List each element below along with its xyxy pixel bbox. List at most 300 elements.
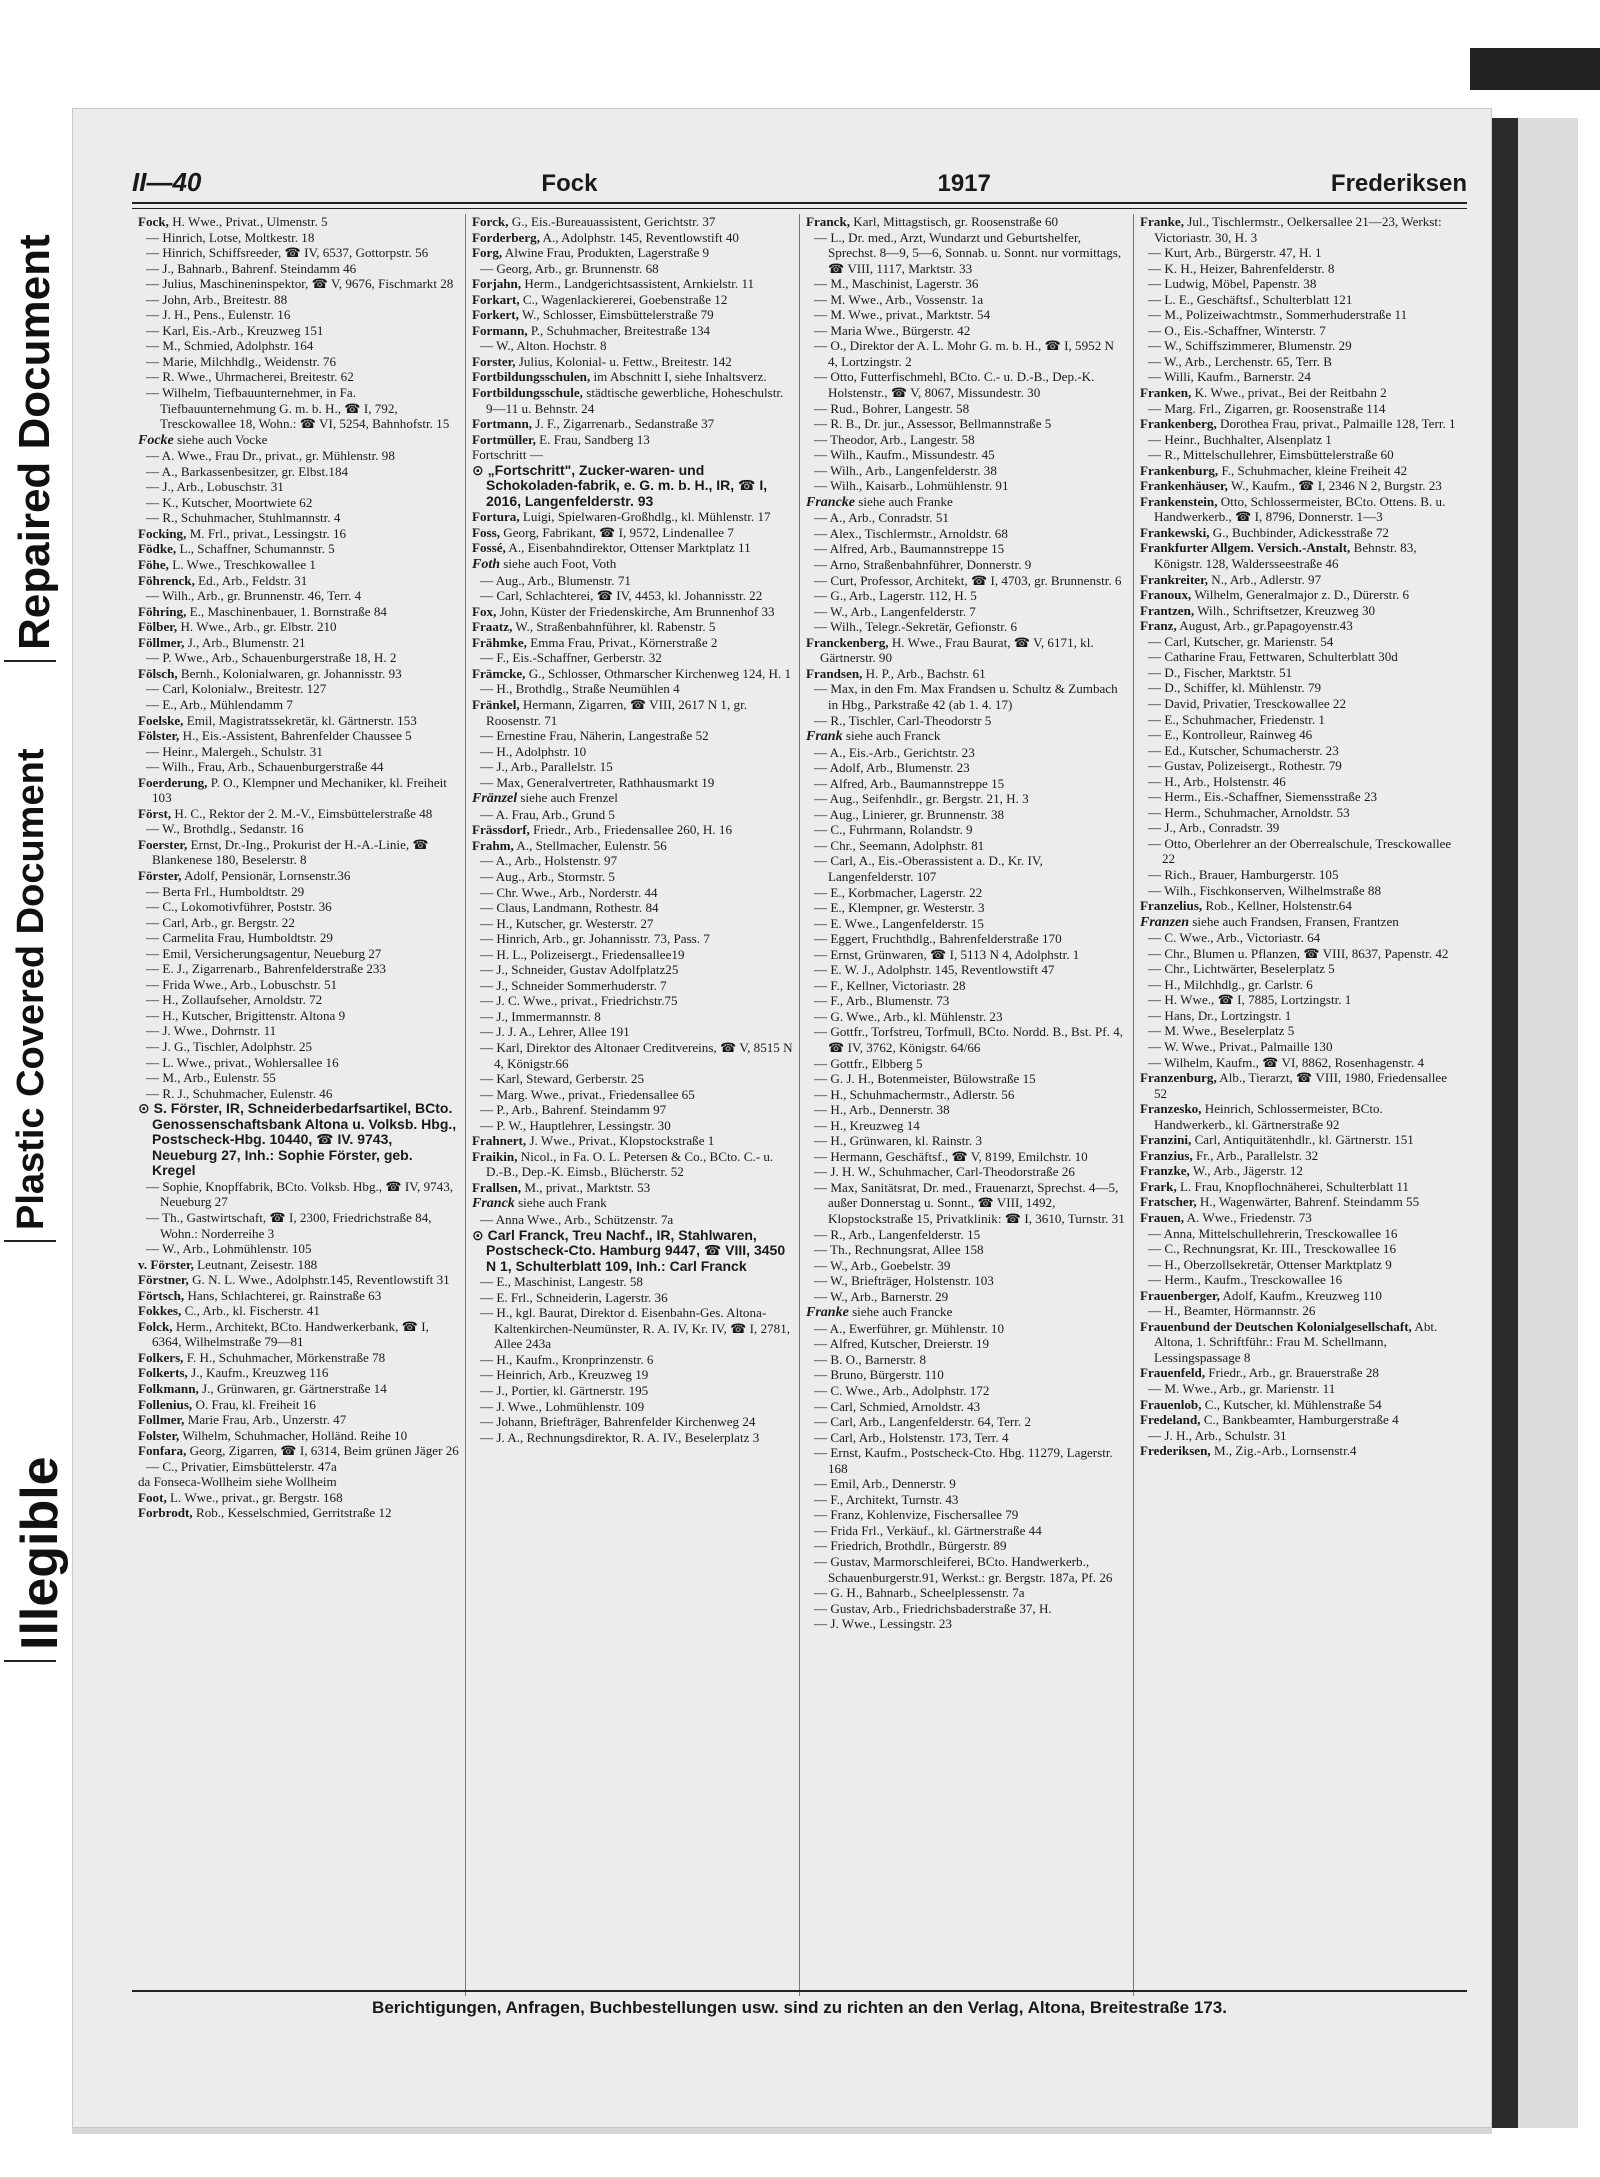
directory-entry: Forck, G., Eis.-Bureauassistent, Gerichtstr. 37 (472, 214, 716, 229)
directory-entry: — R. Wwe., Uhrmacherei, Breitestr. 62 (146, 369, 354, 385)
directory-entry: — H., kgl. Baurat, Direktor d. Eisenbahn-Ges. Altona-Kaltenkirchen-Neumünster, R. A. IV, Kr. IV, ☎ I, 2781, Allee 243a (480, 1305, 791, 1352)
directory-entry: — L. Wwe., privat., Wohlersallee 16 (146, 1054, 339, 1070)
directory-entry: — J., Bahnarb., Bahrenf. Steindamm 46 (146, 260, 357, 276)
directory-entry: — J. H., Arb., Schulstr. 31 (1148, 1427, 1287, 1443)
directory-entry: Frähmke, Emma Frau, Privat., Körnerstraße 2 (472, 634, 718, 650)
directory-entry: — W., Brothdlg., Sedanstr. 16 (146, 821, 304, 837)
directory-entry: Frederiksen, M., Zig.-Arb., Lornsenstr.4 (1140, 1443, 1357, 1459)
directory-entry: Förstner, G. N. L. Wwe., Adolphstr.145, Reventlowstift 31 (138, 1272, 450, 1288)
directory-entry: — Aug., Arb., Stormstr. 5 (480, 868, 615, 884)
directory-entry: Förtsch, Hans, Schlachterei, gr. Rainstraße 63 (138, 1287, 382, 1303)
directory-entry: — Theodor, Arb., Langestr. 58 (814, 431, 975, 447)
directory-entry: — H., Zollaufseher, Arnoldstr. 72 (146, 992, 323, 1008)
directory-entry: — Herm., Schuhmacher, Arnoldstr. 53 (1148, 804, 1350, 820)
directory-entry: — Karl, Steward, Gerberstr. 25 (480, 1071, 644, 1087)
directory-entry: Franzelius, Rob., Kellner, Holstenstr.64 (1140, 898, 1352, 914)
directory-entry: — A., Arb., Conradstr. 51 (814, 510, 949, 526)
directory-entry: ⊙ „Fortschritt", Zucker-waren- und Schokoladen-fabrik, e. G. m. b. H., IR, ☎ I, 2016, Langenfelderstr. 93 (472, 461, 768, 509)
directory-entry: — Herm., Kaufm., Tresckowallee 16 (1148, 1272, 1343, 1288)
directory-entry: Frankenstein, Otto, Schlossermeister, BCto. Ottens. B. u. Handwerkerb., ☎ I, 8796, Donnerstr. 1—3 (1140, 493, 1446, 525)
directory-entry: Folster, Wilhelm, Schuhmacher, Holländ. Reihe 10 (138, 1427, 408, 1443)
directory-entry: — Alfred, Arb., Baumannstreppe 15 (814, 541, 1005, 557)
directory-entry: Fratscher, H., Wagenwärter, Bahrenf. Steindamm 55 (1140, 1194, 1420, 1210)
side-label-strip (0, 0, 69, 2177)
directory-entry: — M. Wwe., Arb., gr. Marienstr. 11 (1148, 1381, 1336, 1397)
directory-entry: Fox, John, Küster der Friedenskirche, Am Brunnenhof 33 (472, 603, 775, 619)
directory-entry: — O., Eis.-Schaffner, Winterstr. 7 (1148, 322, 1326, 338)
directory-entry: — E. J., Zigarrenarb., Bahrenfelderstraße 233 (146, 961, 386, 977)
directory-entry: — Wilhelm, Kaufm., ☎ VI, 8862, Rosenhagenstr. 4 (1148, 1054, 1425, 1070)
directory-entry: — Wilh., Fischkonserven, Wilhelmstraße 88 (1148, 882, 1382, 898)
directory-entry: Frahm, A., Stellmacher, Eulenstr. 56 (472, 837, 667, 853)
directory-entry: Franke siehe auch Francke (806, 1304, 953, 1321)
directory-entry: Fokkes, C., Arb., kl. Fischerstr. 41 (138, 1303, 320, 1319)
next-page-edge (1518, 118, 1578, 2128)
directory-entry: — Georg, Arb., gr. Brunnenstr. 68 (480, 260, 659, 276)
directory-entry: — Johann, Briefträger, Bahrenfelder Kirchenweg 24 (480, 1414, 756, 1430)
directory-entry: Folkmann, J., Grünwaren, gr. Gärtnerstraße 14 (138, 1381, 387, 1397)
directory-entry: Frallsen, M., privat., Marktstr. 53 (472, 1179, 651, 1195)
directory-entry: Franoux, Wilhelm, Generalmajor z. D., Dürerstr. 6 (1140, 587, 1410, 603)
directory-entry: — Aug., Arb., Blumenstr. 71 (480, 572, 631, 588)
directory-entry: Franzke, W., Arb., Jägerstr. 12 (1140, 1163, 1303, 1179)
directory-entry: — Wilh., Arb., Langenfelderstr. 38 (814, 462, 997, 478)
directory-entry: Först, H. C., Rektor der 2. M.-V., Eimsbüttelerstraße 48 (138, 805, 433, 821)
directory-entry: — Marie, Milchhdlg., Weidenstr. 76 (146, 353, 336, 369)
directory-entry: — R. J., Schuhmacher, Eulenstr. 46 (146, 1085, 333, 1101)
directory-entry: — M., Arb., Eulenstr. 55 (146, 1070, 276, 1086)
directory-entry: — J. H., Pens., Eulenstr. 16 (146, 307, 291, 323)
directory-entry: Franzenburg, Alb., Tierarzt, ☎ VIII, 1980, Friedensallee 52 (1140, 1070, 1448, 1101)
directory-entry: — Otto, Oberlehrer an der Oberrealschule, Tresckowallee 22 (1148, 835, 1452, 867)
directory-entry: — Alfred, Kutscher, Dreierstr. 19 (814, 1336, 990, 1352)
directory-entry: Foerster, Ernst, Dr.-Ing., Prokurist der H.-A.-Linie, ☎ Blankenese 180, Beselerstr. 8 (138, 836, 429, 868)
directory-entry: — Chr., Blumen u. Pflanzen, ☎ VIII, 8637, Papenstr. 42 (1148, 945, 1449, 961)
directory-entry: — Ludwig, Möbel, Papenstr. 38 (1148, 276, 1317, 292)
directory-entry: — A. Frau, Arb., Grund 5 (480, 806, 615, 822)
directory-entry: Franzini, Carl, Antiquitätenhdlr., kl. Gärtnerstr. 151 (1140, 1132, 1414, 1148)
directory-entry: — M. Wwe., Beselerplatz 5 (1148, 1023, 1295, 1039)
directory-entry: — J. Wwe., Lohmühlenstr. 109 (480, 1398, 645, 1414)
directory-entry: — G., Arb., Lagerstr. 112, H. 5 (814, 588, 977, 604)
directory-entry: Foot, L. Wwe., privat., gr. Bergstr. 168 (138, 1489, 343, 1505)
directory-entry: Formann, P., Schuhmacher, Breitestraße 134 (472, 322, 711, 338)
directory-entry: Franck siehe auch Frank (472, 1195, 607, 1212)
directory-entry: — W., Briefträger, Holstenstr. 103 (814, 1273, 994, 1289)
directory-entry: Frandsen, H. P., Arb., Bachstr. 61 (806, 665, 986, 681)
directory-entry: — H., Arb., Dennerstr. 38 (814, 1102, 950, 1118)
directory-entry: — Aug., Seifenhdlr., gr. Bergstr. 21, H. 3 (814, 791, 1029, 807)
directory-entry: Francke siehe auch Franke (806, 493, 953, 510)
directory-entry: Fossé, A., Eisenbahndirektor, Ottenser Marktplatz 11 (472, 540, 751, 556)
directory-entry: — F., Kellner, Victoriastr. 28 (814, 977, 966, 993)
directory-entry: Föhring, E., Maschinenbauer, 1. Bornstraße 84 (138, 603, 387, 619)
directory-entry: — Emil, Versicherungsagentur, Neueburg 27 (146, 945, 382, 961)
directory-entry: — H. Wwe., ☎ I, 7885, Lortzingstr. 1 (1148, 992, 1352, 1008)
directory-entry: — R., Tischler, Carl-Theodorstr 5 (814, 712, 992, 728)
directory-entry: — Julius, Maschineninspektor, ☎ V, 9676, Fischmarkt 28 (146, 276, 454, 292)
directory-entry: Franzius, Fr., Arb., Parallelstr. 32 (1140, 1147, 1319, 1163)
directory-entry: — P., Arb., Bahrenf. Steindamm 97 (480, 1102, 667, 1118)
directory-entry: Frauen, A. Wwe., Friedenstr. 73 (1140, 1210, 1312, 1225)
directory-entry: — Gustav, Arb., Friedrichsbaderstraße 37, H. (814, 1600, 1052, 1616)
directory-entry: — A., Arb., Holstenstr. 97 (480, 853, 618, 869)
directory-entry: — Carl, Schmied, Arnoldstr. 43 (814, 1398, 981, 1414)
directory-entry: Folkerts, J., Kaufm., Kreuzweg 116 (138, 1365, 329, 1381)
header-first-entry: Fock (541, 170, 598, 197)
directory-entry: — Chr., Lichtwärter, Beselerplatz 5 (1148, 961, 1335, 977)
directory-entry: — W., Alton. Hochstr. 8 (480, 338, 607, 354)
directory-entry: — J. H. W., Schuhmacher, Carl-Theodorstraße 26 (814, 1164, 1075, 1180)
directory-entry: Fredeland, C., Bankbeamter, Hamburgerstraße 4 (1140, 1412, 1399, 1428)
directory-entry: — R. B., Dr. jur., Assessor, Bellmannstraße 5 (814, 416, 1052, 432)
directory-entry: — M., Schmied, Adolphstr. 164 (146, 338, 314, 354)
directory-entry: Fortbildungsschulen, im Abschnitt I, siehe Inhaltsverz. (472, 369, 767, 385)
directory-entry: Frankenburg, F., Schuhmacher, kleine Freiheit 42 (1140, 462, 1408, 478)
directory-entry: Foelske, Emil, Magistratssekretär, kl. Gärtnerstr. 153 (138, 712, 417, 728)
directory-entry: — Eggert, Fruchthdlg., Bahrenfelderstraße 170 (814, 931, 1062, 947)
directory-entry: Födke, L., Schaffner, Schumannstr. 5 (138, 541, 335, 557)
directory-entry: — Chr. Wwe., Arb., Norderstr. 44 (480, 884, 658, 900)
directory-entry: — Karl, Eis.-Arb., Kreuzweg 151 (146, 322, 324, 338)
directory-entry: — Bruno, Bürgerstr. 110 (814, 1367, 944, 1383)
directory-entry: — R., Mittelschullehrer, Eimsbüttelerstraße 60 (1148, 447, 1394, 463)
directory-entry: — E., Klempner, gr. Westerstr. 3 (814, 900, 985, 916)
directory-entry: — A., Barkassenbesitzer, gr. Elbst.184 (146, 463, 349, 479)
directory-columns (132, 214, 1467, 1996)
directory-entry: Folkers, F. H., Schuhmacher, Mörkenstraße 78 (138, 1349, 386, 1365)
directory-entry: — Rud., Bohrer, Langestr. 58 (814, 400, 970, 416)
directory-entry: — H. L., Polizeisergt., Friedensallee19 (480, 946, 685, 962)
directory-entry: Franke, Jul., Tischlermstr., Oelkersallee 21—23, Werkst: Victoriastr. 30, H. 3 (1140, 214, 1442, 245)
directory-entry: Franckenberg, H. Wwe., Frau Baurat, ☎ V, 6171, kl. Gärtnerstr. 90 (806, 634, 1094, 666)
directory-entry: ⊙ S. Förster, IR, Schneiderbedarfsartikel, BCto. Genossenschaftsbank Altona u. Volksb. Hbg., Postscheck-Hbg. 10440, ☎ IV. 9743, Neueburg 27, Inh.: Sophie Förster, geb. Kregel (138, 1100, 457, 1179)
directory-entry: — J., Immermannstr. 8 (480, 1008, 601, 1024)
directory-entry: — F., Arb., Blumenstr. 73 (814, 993, 950, 1009)
directory-entry: — G. Wwe., Arb., kl. Mühlenstr. 23 (814, 1008, 1003, 1024)
directory-entry: — Hinrich, Schiffsreeder, ☎ IV, 6537, Gottorpstr. 56 (146, 245, 429, 261)
directory-entry: — Otto, Futterfischmehl, BCto. C.- u. D.-B., Dep.-K. Holstenstr., ☎ V, 8067, Missundestr. 30 (814, 369, 1095, 401)
directory-entry: — Arno, Straßenbahnführer, Donnerstr. 9 (814, 557, 1032, 573)
directory-entry: Fraatz, W., Straßenbahnführer, kl. Rabenstr. 5 (472, 619, 716, 635)
directory-entry: — C., Lokomotivführer, Poststr. 36 (146, 899, 332, 915)
directory-entry: Fortbildungsschule, städtische gewerbliche, Hoheschulstr. 9—11 u. Behnstr. 24 (472, 385, 784, 416)
directory-entry: Frankreiter, N., Arb., Adlerstr. 97 (1140, 571, 1322, 587)
directory-entry: — H., Brothdlg., Straße Neumühlen 4 (480, 681, 680, 697)
directory-entry: Franz, August, Arb., gr.Papagoyenstr.43 (1140, 618, 1353, 634)
directory-entry: — K. H., Heizer, Bahrenfelderstr. 8 (1148, 260, 1335, 276)
directory-entry: — Gustav, Polizeisergt., Rothestr. 79 (1148, 758, 1342, 774)
directory-entry: Frahnert, J. Wwe., Privat., Klopstockstraße 1 (472, 1133, 715, 1149)
directory-entry: — Catharine Frau, Fettwaren, Schulterblatt 30d (1148, 649, 1398, 665)
directory-entry: Forjahn, Herm., Landgerichtsassistent, Arnkielstr. 11 (472, 276, 755, 292)
directory-entry: — Franz, Kohlenvize, Fischersallee 79 (814, 1507, 1019, 1523)
directory-entry: — M., Maschinist, Lagerstr. 36 (814, 276, 979, 292)
directory-entry: — Gottfr., Torfstreu, Torfmull, BCto. Nordd. B., Bst. Pf. 4, ☎ IV, 3762, Königstr. 64/66 (814, 1024, 1124, 1055)
directory-entry: — Heinr., Buchhalter, Alsenplatz 1 (1148, 431, 1332, 447)
directory-entry: — Ernst, Kaufm., Postscheck-Cto. Hbg. 11279, Lagerstr. 168 (814, 1445, 1113, 1476)
directory-entry: — W., Arb., Lerchenstr. 65, Terr. B (1148, 353, 1332, 369)
directory-entry: — E., Arb., Mühlendamm 7 (146, 696, 293, 712)
directory-entry: — W., Arb., Barnerstr. 29 (814, 1288, 949, 1304)
column-1 (132, 214, 466, 1996)
directory-entry: — Ernst, Grünwaren, ☎ I, 5113 N 4, Adolphstr. 1 (814, 946, 1080, 962)
directory-entry: — J. Wwe., Lessingstr. 23 (814, 1616, 952, 1632)
divider (4, 1240, 56, 1242)
directory-entry: — Maria Wwe., Bürgerstr. 42 (814, 322, 971, 338)
directory-entry: — H., Kutscher, gr. Westerstr. 27 (480, 915, 654, 931)
directory-entry: Focke siehe auch Vocke (138, 431, 268, 448)
directory-entry: — Carl, A., Eis.-Oberassistent a. D., Kr. IV, Langenfelderstr. 107 (814, 853, 1043, 884)
divider (4, 660, 56, 662)
directory-entry: Foth siehe auch Foot, Voth (472, 556, 617, 573)
directory-entry: — E., Schuhmacher, Friedenstr. 1 (1148, 711, 1325, 727)
directory-entry: — W., Schiffszimmerer, Blumenstr. 29 (1148, 338, 1352, 354)
column-3 (800, 214, 1134, 1996)
directory-entry: — Alfred, Arb., Baumannstreppe 15 (814, 775, 1005, 791)
label-repaired-document: Repaired Document (10, 234, 59, 650)
directory-entry: — Th., Gastwirtschaft, ☎ I, 2300, Friedrichstraße 84, Wohn.: Norderreihe 3 (146, 1210, 432, 1241)
directory-entry: — Aug., Linierer, gr. Brunnenstr. 38 (814, 806, 1005, 822)
directory-entry: — Marg. Wwe., privat., Friedensallee 65 (480, 1086, 695, 1102)
directory-entry: Frankewski, G., Buchbinder, Adickesstraße 72 (1140, 524, 1389, 540)
directory-entry: — Anna Wwe., Arb., Schützenstr. 7a (480, 1212, 674, 1227)
directory-entry: Frauenbund der Deutschen Kolonialgesellschaft, Abt. Altona, 1. Schriftführ.: Frau M. Schellmann, Lessingspassage 8 (1140, 1318, 1438, 1365)
directory-entry: — R., Schuhmacher, Stuhlmannstr. 4 (146, 510, 341, 526)
directory-entry: Fonfara, Georg, Zigarren, ☎ I, 6314, Beim grünen Jäger 26 (138, 1443, 459, 1459)
directory-entry: — Wilh., Frau, Arb., Schauenburgerstraße 44 (146, 759, 384, 775)
directory-entry: — Hermann, Geschäftsf., ☎ V, 8199, Emilchstr. 10 (814, 1148, 1088, 1164)
directory-entry: — H., Schuhmachermstr., Adlerstr. 56 (814, 1086, 1015, 1102)
directory-entry: — Wilhelm, Tiefbauunternehmer, in Fa. Tiefbauunternehmung G. m. b. H., ☎ I, 792, Tresckowallee 18, Wohn.: ☎ VI, 5254, Bahnhofstr. 15 (146, 385, 450, 432)
scan-bottom-edge (72, 2128, 1492, 2134)
directory-entry: — R., Arb., Langenfelderstr. 15 (814, 1226, 981, 1242)
directory-entry: — J., Schneider, Gustav Adolfplatz25 (480, 962, 679, 978)
directory-entry: — C. Wwe., Arb., Adolphstr. 172 (814, 1383, 990, 1399)
directory-entry: — P. Wwe., Arb., Schauenburgerstraße 18, H. 2 (146, 650, 397, 666)
directory-entry: — Hinrich, Arb., gr. Johannisstr. 73, Pass. 7 (480, 931, 710, 947)
directory-entry: — W. Wwe., Privat., Palmaille 130 (1148, 1038, 1333, 1054)
directory-entry: — C., Privatier, Eimsbüttelerstr. 47a (146, 1458, 337, 1474)
directory-entry: — G. H., Bahnarb., Scheelplessenstr. 7a (814, 1585, 1025, 1601)
directory-entry: Forkart, C., Wagenlackiererei, Goebenstraße 12 (472, 291, 728, 307)
directory-entry: — J. J. A., Lehrer, Allee 191 (480, 1024, 630, 1040)
directory-entry: — Carl, Arb., gr. Bergstr. 22 (146, 914, 295, 930)
column-2 (466, 214, 800, 1996)
header-rule (132, 202, 1467, 209)
directory-entry: — H., Grünwaren, kl. Rainstr. 3 (814, 1133, 983, 1149)
directory-entry: Follmer, Marie Frau, Arb., Unzerstr. 47 (138, 1412, 347, 1428)
column-4 (1134, 214, 1467, 1996)
directory-entry: Follenius, O. Frau, kl. Freiheit 16 (138, 1396, 316, 1412)
directory-entry: — Willi, Kaufm., Barnerstr. 24 (1148, 369, 1311, 385)
directory-entry: — W., Arb., Langenfelderstr. 7 (814, 603, 976, 619)
directory-entry: — Max, Sanitätsrat, Dr. med., Frauenarzt, Sprechst. 4—5, außer Donnerstag u. Sonnt., ☎ VIII, 1492, Klopstockstraße 15, Privatklinik: ☎ I, 3610, Turnstr. 31 (814, 1179, 1125, 1226)
directory-entry: Fortmüller, E. Frau, Sandberg 13 (472, 431, 650, 447)
label-plastic-covered-document: Plastic Covered Document (10, 748, 52, 1230)
page-header (132, 156, 1467, 198)
label-illegible: Illegible (11, 1456, 69, 1650)
header-last-entry: Frederiksen (1330, 170, 1467, 197)
directory-entry: — H., Beamter, Hörmannstr. 26 (1148, 1303, 1316, 1319)
directory-entry: — F., Architekt, Turnstr. 43 (814, 1491, 959, 1507)
directory-entry: — Carmelita Frau, Humboldtstr. 29 (146, 930, 333, 946)
directory-entry: — J., Arb., Lobuschstr. 31 (146, 479, 284, 495)
directory-entry: — H., Kutscher, Brigittenstr. Altona 9 (146, 1007, 346, 1023)
directory-entry: — A., Ewerführer, gr. Mühlenstr. 10 (814, 1320, 1005, 1336)
directory-entry: — G. J. H., Botenmeister, Bülowstraße 15 (814, 1071, 1036, 1087)
directory-entry: — Claus, Landmann, Rothestr. 84 (480, 900, 659, 916)
directory-entry: Folck, Herm., Architekt, BCto. Handwerkerbank, ☎ I, 6364, Wilhelmstraße 79—81 (138, 1318, 429, 1350)
directory-entry: — Max, Generalvertreter, Rathhausmarkt 19 (480, 774, 715, 790)
directory-entry: v. Förster, Leutnant, Zeisestr. 188 (138, 1256, 318, 1272)
directory-entry: — H., Oberzollsekretär, Ottenser Marktplatz 9 (1148, 1256, 1392, 1272)
directory-entry: Fölsch, Bernh., Kolonialwaren, gr. Johannisstr. 93 (138, 665, 402, 681)
directory-entry: — Ed., Kutscher, Schumacherstr. 23 (1148, 742, 1339, 758)
directory-entry: — J., Schneider Sommerhuderstr. 7 (480, 977, 667, 993)
directory-entry: — C., Fuhrmann, Rolandstr. 9 (814, 822, 973, 838)
directory-entry: Främcke, G., Schlosser, Othmarscher Kirchenweg 124, H. 1 (472, 665, 792, 681)
directory-entry: Föhrenck, Ed., Arb., Feldstr. 31 (138, 572, 308, 588)
directory-entry: Fränkel, Hermann, Zigarren, ☎ VIII, 2617 N 1, gr. Roosenstr. 71 (472, 696, 747, 728)
directory-entry: — Karl, Direktor des Altonaer Creditvereins, ☎ V, 8515 N 4, Königstr.66 (480, 1039, 793, 1071)
directory-entry: ⊙ Carl Franck, Treu Nachf., IR, Stahlwaren, Postscheck-Cto. Hamburg 9447, ☎ VIII, 3450 N 1, Schulterblatt 109, Inh.: Carl Franck (472, 1226, 786, 1274)
directory-entry: Fortmann, J. F., Zigarrenarb., Sedanstraße 37 (472, 416, 715, 432)
directory-entry: — Adolf, Arb., Blumenstr. 23 (814, 760, 970, 776)
directory-entry: Föllmer, J., Arb., Blumenstr. 21 (138, 634, 306, 650)
directory-entry: — Carl, Kutscher, gr. Marienstr. 54 (1148, 633, 1334, 649)
directory-entry: — Emil, Arb., Dennerstr. 9 (814, 1476, 956, 1492)
directory-entry: — C. Wwe., Arb., Victoriastr. 64 (1148, 930, 1321, 946)
directory-entry: Frauenberger, Adolf, Kaufm., Kreuzweg 110 (1140, 1287, 1382, 1303)
directory-entry: — Wilh., Telegr.-Sekretär, Gefionstr. 6 (814, 619, 1018, 635)
directory-entry: — B. O., Barnerstr. 8 (814, 1351, 927, 1367)
directory-entry: — Hinrich, Lotse, Moltkestr. 18 (146, 229, 315, 245)
directory-entry: — John, Arb., Breitestr. 88 (146, 291, 288, 307)
directory-entry: Frässdorf, Friedr., Arb., Friedensallee 260, H. 16 (472, 822, 733, 838)
directory-entry: — David, Privatier, Tresckowallee 22 (1148, 695, 1347, 711)
page-number: II—40 (132, 167, 202, 197)
directory-entry: — Hans, Dr., Lortzingstr. 1 (1148, 1007, 1292, 1023)
directory-entry: — C., Rechnungsrat, Kr. III., Tresckowallee 16 (1148, 1241, 1397, 1257)
directory-entry: — M. Wwe., privat., Marktstr. 54 (814, 307, 991, 323)
directory-entry: — Max, in den Fm. Max Frandsen u. Schultz & Zumbach in Hbg., Parkstraße 42 (ab 1. 4. 17) (814, 681, 1118, 712)
directory-entry: — F., Eis.-Schaffner, Gerberstr. 32 (480, 650, 662, 666)
directory-entry: — D., Fischer, Marktstr. 51 (1148, 664, 1293, 680)
directory-entry: Forbrodt, Rob., Kesselschmied, Gerritstraße 12 (138, 1505, 392, 1521)
directory-entry: — Anna, Mittelschullehrerin, Tresckowallee 16 (1148, 1225, 1398, 1241)
directory-entry: — Sophie, Knopffabrik, BCto. Volksb. Hbg., ☎ IV, 9743, Neueburg 27 (146, 1178, 454, 1210)
directory-entry: — Herm., Eis.-Schaffner, Siemensstraße 23 (1148, 789, 1378, 805)
directory-entry: — K., Kutscher, Moortwiete 62 (146, 494, 313, 510)
directory-entry: — Frida Wwe., Arb., Lobuschstr. 51 (146, 976, 338, 992)
directory-entry: — Carl, Kolonialw., Breitestr. 127 (146, 681, 327, 697)
directory-entry: — J., Arb., Conradstr. 39 (1148, 820, 1280, 836)
directory-entry: Fock, H. Wwe., Privat., Ulmenstr. 5 (138, 214, 328, 229)
directory-page (72, 108, 1492, 2128)
directory-entry: Franzesko, Heinrich, Schlossermeister, BCto. Handwerkerb., kl. Gärtnerstraße 92 (1140, 1101, 1383, 1132)
directory-entry: — M. Wwe., Arb., Vossenstr. 1a (814, 291, 984, 307)
directory-entry: — Alex., Tischlermstr., Arnoldstr. 68 (814, 525, 1008, 541)
directory-entry: Forkert, W., Schlosser, Eimsbüttelerstraße 79 (472, 307, 714, 323)
directory-entry: — Wilh., Kaisarb., Lohmühlenstr. 91 (814, 478, 1009, 494)
publisher-footer: Berichtigungen, Anfragen, Buchbestellungen usw. sind zu richten an den Verlag, Altona, Breitestraße 173. (132, 1990, 1467, 2018)
directory-entry: — Carl, Schlachterei, ☎ IV, 4453, kl. Johannisstr. 22 (480, 588, 763, 604)
page-binding-edge (1490, 118, 1518, 2128)
directory-entry: — H., Milchhdlg., gr. Carlstr. 6 (1148, 976, 1313, 992)
directory-entry: — E. W. J., Adolphstr. 145, Reventlowstift 47 (814, 962, 1055, 978)
directory-entry: Franzen siehe auch Frandsen, Fransen, Frantzen (1140, 913, 1399, 930)
directory-entry: Franck, Karl, Mittagstisch, gr. Roosenstraße 60 (806, 214, 1059, 229)
directory-entry: — Th., Rechnungsrat, Allee 158 (814, 1242, 984, 1258)
directory-entry: — Gustav, Marmorschleiferei, BCto. Handwerkerb., Schauenburgerstr.91, Werkst.: gr. Bergstr. 187a, Pf. 26 (814, 1554, 1113, 1585)
directory-entry: — Friedrich, Brothdlr., Bürgerstr. 89 (814, 1538, 1007, 1554)
directory-entry: Fränzel siehe auch Frenzel (472, 790, 618, 807)
directory-entry: Fortschritt — (472, 447, 543, 463)
directory-entry: — H., Kaufm., Kronprinzenstr. 6 (480, 1351, 654, 1367)
directory-entry: Frauenlob, C., Kutscher, kl. Mühlenstraße 54 (1140, 1396, 1382, 1412)
directory-entry: — Gottfr., Elbberg 5 (814, 1055, 923, 1071)
directory-entry: — E., Kontrolleur, Rainweg 46 (1148, 727, 1313, 743)
directory-entry: — L. E., Geschäftsf., Schulterblatt 121 (1148, 291, 1353, 307)
directory-entry: Frark, L. Frau, Knopflochnäherei, Schulterblatt 11 (1140, 1178, 1409, 1194)
directory-entry: — E., Korbmacher, Lagerstr. 22 (814, 884, 983, 900)
directory-entry: — H., Kreuzweg 14 (814, 1117, 920, 1133)
directory-entry: — J. C. Wwe., privat., Friedrichstr.75 (480, 993, 678, 1009)
directory-entry: — E. Wwe., Langenfelderstr. 15 (814, 915, 984, 931)
directory-entry: — J. G., Tischler, Adolphstr. 25 (146, 1038, 313, 1054)
directory-entry: — Ernestine Frau, Näherin, Langestraße 52 (480, 728, 709, 744)
directory-entry: — Heinr., Malergeh., Schulstr. 31 (146, 743, 323, 759)
directory-entry: — D., Schiffer, kl. Mühlenstr. 79 (1148, 680, 1322, 696)
directory-entry: Forg, Alwine Frau, Produkten, Lagerstraße 9 (472, 245, 710, 261)
directory-entry: Foerderung, P. O., Klempner und Mechaniker, kl. Freiheit 103 (138, 774, 447, 806)
directory-entry: — E., Maschinist, Langestr. 58 (480, 1274, 643, 1290)
directory-entry: Fortura, Luigi, Spielwaren-Großhdlg., kl. Mühlenstr. 17 (472, 509, 771, 525)
directory-entry: Frankfurter Allgem. Versich.-Anstalt, Behnstr. 83, Königstr. 128, Waldersseestraße 46 (1140, 540, 1417, 572)
directory-entry: — Chr., Seemann, Adolphstr. 81 (814, 837, 985, 853)
directory-entry: — E. Frl., Schneiderin, Lagerstr. 36 (480, 1289, 668, 1305)
directory-entry: Frankenberg, Dorothea Frau, privat., Palmaille 128, Terr. 1 (1140, 416, 1456, 432)
directory-entry: — J., Portier, kl. Gärtnerstr. 195 (480, 1383, 649, 1399)
header-year: 1917 (937, 170, 991, 197)
divider (4, 1660, 56, 1662)
directory-entry: Frankenhäuser, W., Kaufm., ☎ I, 2346 N 2, Burgstr. 23 (1140, 478, 1442, 494)
directory-entry: — Frida Frl., Verkäuf., kl. Gärtnerstraße 44 (814, 1522, 1042, 1538)
scan-corner-mark (1470, 48, 1600, 90)
directory-entry: — Berta Frl., Humboldtstr. 29 (146, 883, 305, 899)
directory-entry: Frank siehe auch Franck (806, 728, 941, 745)
directory-entry: — M., Polizeiwachtmstr., Sommerhuderstraße 11 (1148, 307, 1408, 323)
directory-entry: — H., Adolphstr. 10 (480, 743, 587, 759)
directory-entry: Frauenfeld, Friedr., Arb., gr. Brauerstraße 28 (1140, 1365, 1379, 1381)
directory-entry: — W., Arb., Goebelstr. 39 (814, 1257, 951, 1273)
directory-entry: — Heinrich, Arb., Kreuzweg 19 (480, 1367, 649, 1383)
directory-entry: Fölber, H. Wwe., Arb., gr. Elbstr. 210 (138, 619, 337, 635)
directory-entry: — H., Arb., Holstenstr. 46 (1148, 773, 1286, 789)
directory-entry: Forster, Julius, Kolonial- u. Fettw., Breitestr. 142 (472, 353, 732, 369)
directory-entry: Forderberg, A., Adolphstr. 145, Reventlowstift 40 (472, 229, 739, 245)
directory-entry: Focking, M. Frl., privat., Lessingstr. 16 (138, 525, 347, 541)
directory-entry: — Carl, Arb., Langenfelderstr. 64, Terr. 2 (814, 1414, 1032, 1430)
directory-entry: — J. Wwe., Dohrnstr. 11 (146, 1023, 277, 1039)
directory-entry: Förster, Adolf, Pensionär, Lornsenstr.36 (138, 867, 351, 883)
directory-entry: Föhe, L. Wwe., Treschkowallee 1 (138, 557, 316, 573)
directory-entry: — Wilh., Arb., gr. Brunnenstr. 46, Terr. 4 (146, 588, 362, 604)
directory-entry: — W., Arb., Lohmühlenstr. 105 (146, 1241, 312, 1257)
directory-entry: — J., Arb., Parallelstr. 15 (480, 759, 613, 775)
directory-entry: — Kurt, Arb., Bürgerstr. 47, H. 1 (1148, 245, 1322, 261)
